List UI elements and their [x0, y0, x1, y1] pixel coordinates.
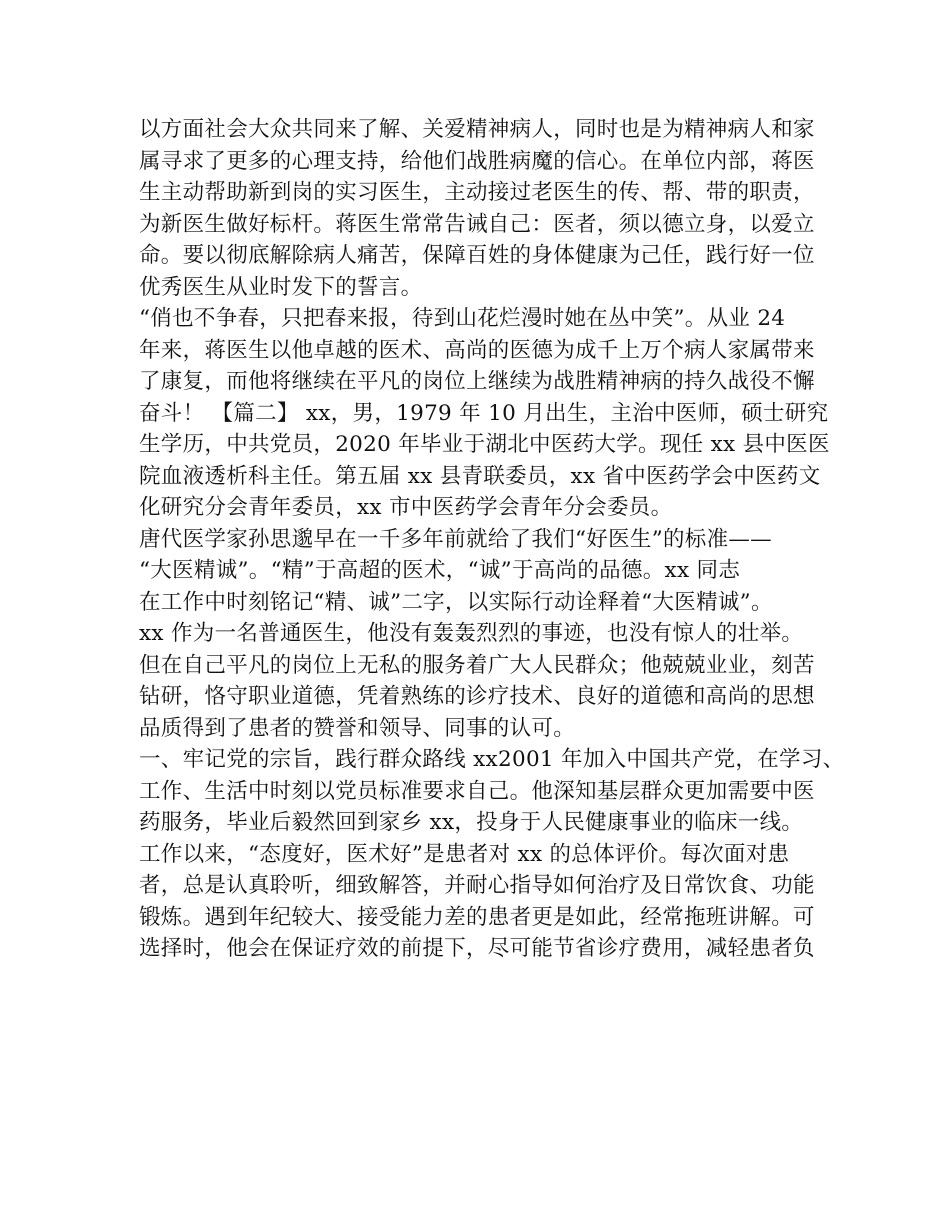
text-line: 工作、生活中时刻以党员标准要求自己。他深知基层群众更加需要中医 [139, 778, 815, 804]
text-line: 生学历，中共党员，2020 年毕业于湖北中医药大学。现任 xx 县中医医 [139, 432, 830, 457]
text-line: 工作以来，“态度好，医术好”是患者对 xx 的总体评价。每次面对患 [139, 841, 790, 867]
text-line: 品质得到了患者的赞誉和领导、同事的认可。 [139, 715, 576, 741]
text-line: 一、牢记党的宗旨，践行群众路线 xx2001 年加入中国共产党，在学习、 [139, 747, 845, 772]
text-line: “俏也不争春，只把春来报，待到山花烂漫时她在丛中笑”。从业 24 [139, 306, 786, 331]
text-line: 生主动帮助新到岗的实习医生，主动接过老医生的传、帮、带的职责， [139, 180, 815, 205]
text-line: 为新医生做好标杆。蒋医生常常告诫自己：医者，须以德立身，以爱立 [139, 211, 815, 237]
text-line: 者，总是认真聆听，细致解答，并耐心指导如何治疗及日常饮食、功能 [139, 873, 815, 898]
text-line: 化研究分会青年委员，xx 市中医药学会青年分会委员。 [139, 495, 673, 520]
text-line: 院血液透析科主任。第五届 xx 县青联委员，xx 省中医药学会中医药文 [139, 463, 821, 489]
text-line: “大医精诚”。“精”于高超的医术，“诚”于高尚的品德。xx 同志 [139, 558, 741, 583]
text-line: 唐代医学家孙思邈早在一千多年前就给了我们“好医生”的标准—— [139, 526, 772, 552]
text-line: 命。要以彻底解除病人痛苦，保障百姓的身体健康为己任，践行好一位 [139, 243, 815, 268]
text-line: 但在自己平凡的岗位上无私的服务着广大人民群众；他兢兢业业，刻苦 [139, 652, 815, 678]
body-text [139, 114, 845, 965]
text-line: 属寻求了更多的心理支持，给他们战胜病魔的信心。在单位内部，蒋医 [139, 148, 815, 174]
text-line: 选择时，他会在保证疗效的前提下，尽可能节省诊疗费用，减轻患者负 [139, 936, 815, 961]
text-line: 在工作中时刻铭记“精、诚”二字，以实际行动诠释着“大医精诚”。 [139, 589, 773, 615]
text-line: 锻炼。遇到年纪较大、接受能力差的患者更是如此，经常拖班讲解。可 [139, 904, 815, 930]
text-line: 钻研，恪守职业道德，凭着熟练的诊疗技术、良好的道德和高尚的思想 [139, 684, 815, 709]
text-line: 了康复，而他将继续在平凡的岗位上继续为战胜精神病的持久战役不懈 [139, 369, 815, 394]
text-line: 优秀医生从业时发下的誓言。 [139, 274, 423, 300]
text-line: xx 作为一名普通医生，他没有轰轰烈烈的事迹，也没有惊人的壮举。 [139, 621, 804, 646]
text-line: 奋斗！ 【篇二】 xx，男，1979 年 10 月出生，主治中医师，硕士研究 [139, 400, 829, 426]
text-line: 年来，蒋医生以他卓越的医术、高尚的医德为成千上万个病人家属带来 [139, 337, 815, 363]
text-line: 以方面社会大众共同来了解、关爱精神病人，同时也是为精神病人和家 [139, 117, 815, 142]
text-line: 药服务，毕业后毅然回到家乡 xx，投身于人民健康事业的临床一线。 [139, 810, 804, 835]
